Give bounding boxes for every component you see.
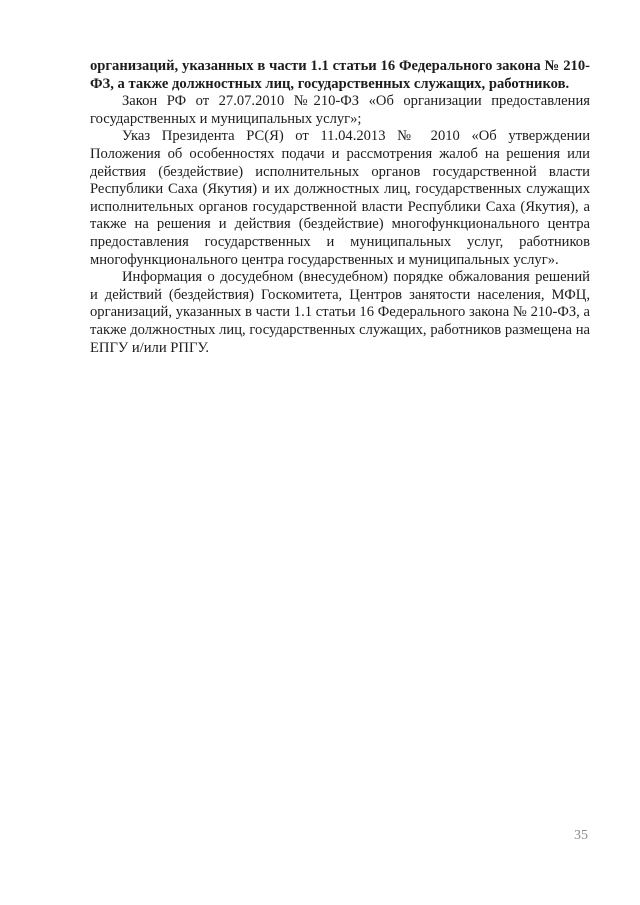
document-body [90,58,590,357]
page-number: 35 [574,828,588,843]
paragraph-decree-reference: Указ Президента РС(Я) от 11.04.2013 № 2010 «Об утверждении Положения об особенностях подачи и рассмотрения жалоб на решения или действия (бездействие) исполнительных органов государственной власти Республики Саха (Якутия) и их должностных лиц, государственных служащих исполнительных органов государственной власти Республики Саха (Якутия), а также на решения и действия (бездействие) многофункционального центра предоставления государственных и муниципальных услуг, работников многофункционального центра государственных и муниципальных услуг». [90,128,590,268]
paragraph-law-reference: Закон РФ от 27.07.2010 №210-ФЗ «Об организации предоставления государственных и муниципальных услуг»; [90,93,590,127]
paragraph-appeal-information: Информация о досудебном (внесудебном) порядке обжалования решений и действий (бездействия) Госкомитета, Центров занятости населения, МФЦ, организаций, указанных в части 1.1 статьи 16 Федерального закона № 210-ФЗ, а также должностных лиц, государственных служащих, работников размещена на ЕПГУ и/или РПГУ. [90,269,590,356]
heading-paragraph: организаций, указанных в части 1.1 статьи 16 Федерального закона № 210-ФЗ, а также должностных лиц, государственных служащих, работников. [90,58,590,92]
